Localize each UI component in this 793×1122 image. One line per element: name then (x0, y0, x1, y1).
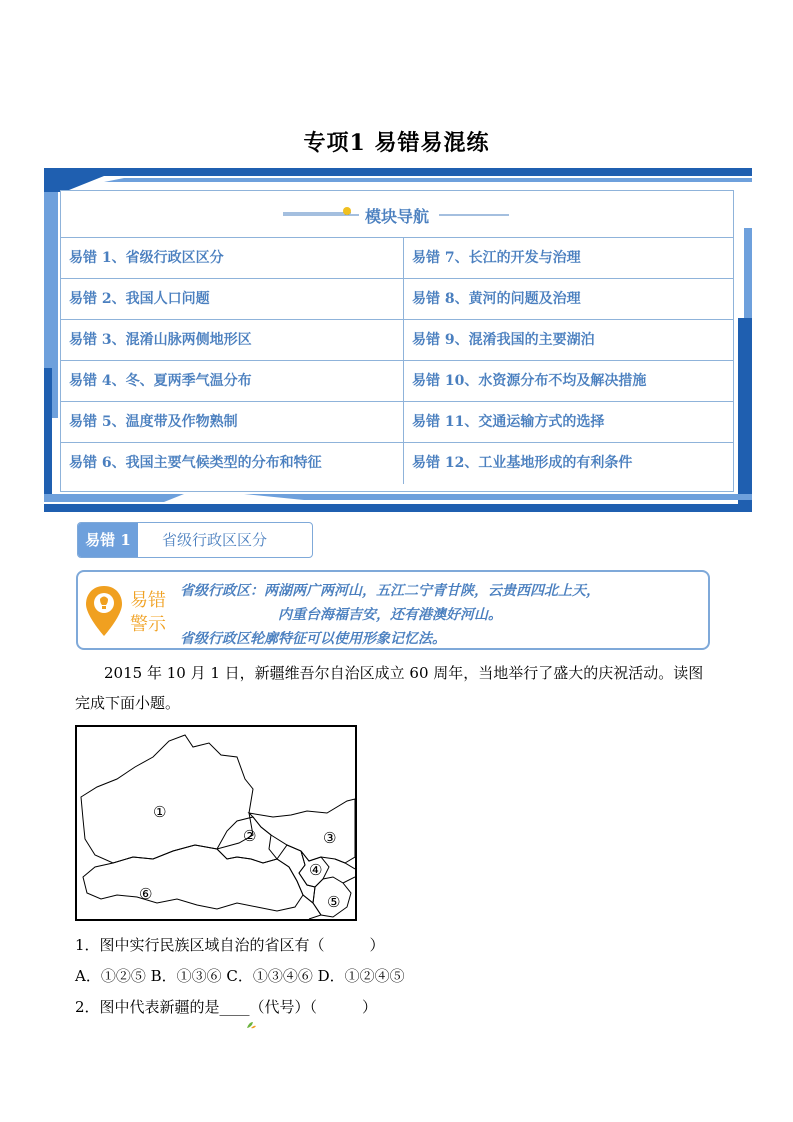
intro-line-1: 2015 年 10 月 1 日，新疆维吾尔自治区成立 60 周年，当地举行了盛大的庆祝活动。读图 (104, 664, 704, 682)
navigation-title: 模块导航 (364, 207, 429, 226)
nav-item-4[interactable]: 易错 4、冬、夏两季气温分布 (61, 361, 404, 402)
nav-item-2[interactable]: 易错 2、我国人口问题 (61, 279, 404, 320)
map-label-1: ① (153, 803, 167, 821)
nav-item-1[interactable]: 易错 1、省级行政区区分 (61, 238, 404, 279)
section-title: 省级行政区区分 (162, 531, 268, 549)
warning-line-3: 省级行政区轮廓特征可以使用形象记忆法。 (180, 631, 446, 647)
nav-item-6[interactable]: 易错 6、我国主要气候类型的分布和特征 (61, 443, 404, 484)
nav-item-9[interactable]: 易错 9、混淆我国的主要湖泊 (404, 320, 733, 361)
navigation-table (60, 190, 734, 492)
leaf-mark-icon (245, 1020, 257, 1030)
warning-line-1: 省级行政区：两湖两广两河山，五江二宁青甘陕，云贵西四北上天， (180, 583, 600, 599)
section-tag (77, 522, 313, 558)
map-label-5: ⑤ (327, 893, 341, 911)
navigation-header (61, 191, 733, 238)
nav-item-5[interactable]: 易错 5、温度带及作物熟制 (61, 402, 404, 443)
nav-item-8[interactable]: 易错 8、黄河的问题及治理 (404, 279, 733, 320)
question-1: 1．图中实行民族区域自治的省区有（ ） (75, 936, 385, 954)
intro-line-2: 完成下面小题。 (75, 694, 181, 712)
map-label-2: ② (243, 827, 257, 845)
page-title: 专项1 易错易混练 (303, 130, 490, 156)
module-navigation (44, 168, 752, 512)
warning-line-2: 内重台海福吉安，还有港澳好河山。 (278, 607, 502, 623)
map-label-4: ④ (309, 861, 323, 879)
navigation-grid (61, 238, 733, 484)
nav-item-3[interactable]: 易错 3、混淆山脉两侧地形区 (61, 320, 404, 361)
nav-item-11[interactable]: 易错 11、交通运输方式的选择 (404, 402, 733, 443)
warning-label-bottom: 警示 (130, 614, 166, 635)
question-1-options: A．①②⑤ B．①③⑥ C．①③④⑥ D．①②④⑤ (75, 967, 405, 985)
province-map (75, 725, 357, 921)
warning-box (76, 570, 710, 650)
question-2: 2．图中代表新疆的是____（代号）（ ） (75, 998, 378, 1016)
map-outlines (77, 727, 355, 919)
nav-item-12[interactable]: 易错 12、工业基地形成的有利条件 (412, 455, 633, 471)
nav-item-10[interactable]: 易错 10、水资源分布不均及解决措施 (404, 361, 733, 402)
warning-badge (84, 582, 174, 642)
section-number: 易错 1 (78, 523, 138, 557)
warning-label-top: 易错 (130, 590, 166, 611)
map-label-6: ⑥ (139, 885, 153, 903)
nav-item-7[interactable]: 易错 7、长江的开发与治理 (404, 238, 733, 279)
map-label-3: ③ (323, 829, 337, 847)
lightbulb-pin-icon (84, 584, 124, 640)
